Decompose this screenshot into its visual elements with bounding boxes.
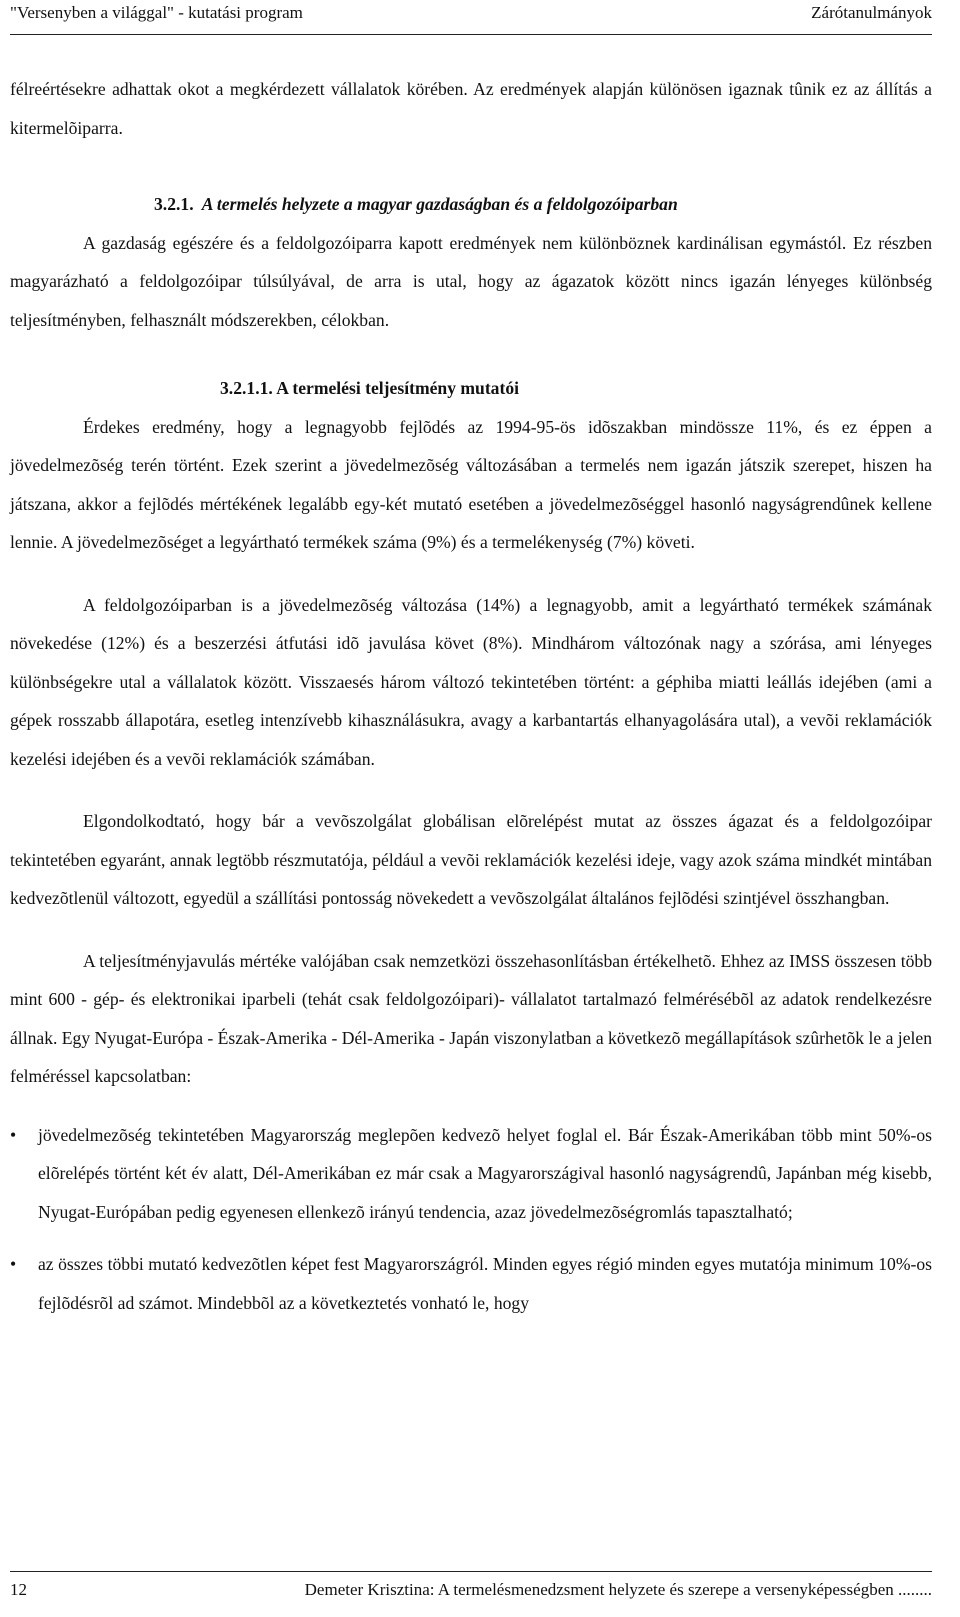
page-footer bbox=[10, 1571, 932, 1612]
section-heading-3-2-1-1 bbox=[10, 369, 932, 408]
findings-list bbox=[10, 1116, 932, 1323]
paragraph-results: Érdekes eredmény, hogy a legnagyobb fejlõdés az 1994-95-ös idõszakban mindössze 11%, és ez éppen a jövedelmezõség terén történt. Ezek szerint a jövedelmezõség változásában a termelés nem igazán játszik szerepet, hiszen ha játszana, akkor a fejlõdés mértékének legalább egy-két mutató esetében a jövedelmezõséggel hasonló nagyságrendûnek kellene lennie. A jövedelmezõséget a legyártható termékek száma (9%) és a termelékenység (7%) követi. bbox=[10, 416, 932, 552]
section-title: A termelés helyzete a magyar gazdaságban és a feldolgozóiparban bbox=[201, 194, 678, 214]
intro-paragraph: félreértésekre adhattak okot a megkérdezett vállalatok körében. Az eredmények alapján különösen igaznak tûnik ez az állítás a kitermelõiparra. bbox=[10, 79, 932, 138]
subsection-title: A termelési teljesítmény mutatói bbox=[276, 378, 520, 398]
list-item bbox=[10, 1245, 932, 1322]
list-item-text: az összes többi mutató kedvezõtlen képet fest Magyarországról. Minden egyes régió minden egyes mutatója minimum 10%-os fejlõdésrõl ad számot. Mindebbõl az a következtetés vonható le, hogy bbox=[38, 1254, 932, 1313]
list-item-text: jövedelmezõség tekintetében Magyarország meglepõen kedvezõ helyet foglal el. Bár Észak-Amerikában több mint 50%-os elõrelépés történt két év alatt, Dél-Amerikában ez már csak a Magyarországival hasonló nagyságrendû, Japánban még kisebb, Nyugat-Európában pedig egyenesen ellenkezõ irányú tendencia, azaz jövedelmezõségromlás tapasztalható; bbox=[38, 1124, 932, 1222]
section-number: 3.2.1. bbox=[154, 194, 194, 214]
section-heading-3-2-1 bbox=[10, 185, 932, 224]
page-body bbox=[10, 70, 932, 1322]
page-number: 12 bbox=[10, 1580, 27, 1599]
paragraph-customer-service: Elgondolkodtató, hogy bár a vevõszolgálat globálisan elõrelépést mutat az összes ágazat és a feldolgozóipar tekintetében egyaránt, annak legtöbb részmutatója, például a vevõi reklamációk kezelési ideje, vagy azok száma mindkét mintában kedvezõtlenül változott, egyedül a szállítási pontosság növekedett a vevõszolgálat általános fejlõdési szintjével összhangban. bbox=[10, 811, 932, 908]
paragraph-overview: A gazdaság egészére és a feldolgozóiparra kapott eredmények nem különböznek kardinálisan egymástól. Ez részben magyarázható a feldolgozóipar túlsúlyával, de arra is utal, hogy az ágazatok között nincs igazán lényeges különbség teljesítményben, felhasznált módszerekben, célokban. bbox=[10, 232, 932, 330]
subsection-number: 3.2.1.1. bbox=[220, 378, 273, 398]
list-item bbox=[10, 1116, 932, 1232]
bullet-icon: • bbox=[10, 1254, 17, 1274]
footer-text: Demeter Krisztina: A termelésmenedzsment helyzete és szerepe a versenyképességben ........ bbox=[304, 1580, 932, 1599]
paragraph-manufacturing: A feldolgozóiparban is a jövedelmezõség változása (14%) a legnagyobb, amit a legyártható termékek számának növekedése (12%) és a beszerzési átfutási idõ javulása követ (8%). Mindhárom változónak nagy a szórása, ami lényeges különbségekre utal a vállalatok között. Visszaesés három változó tekintetében történt: a géphiba miatti leállás idejében (ami a gépek rosszabb állapotára, esetleg intenzívebb kihasználásukra, avagy a karbantartás elhanyagolására utal), a vevõi reklamációk kezelési idejében és a vevõi reklamációk számában. bbox=[10, 594, 932, 769]
bullet-icon: • bbox=[10, 1124, 17, 1145]
header-program-title: "Versenyben a világgal" - kutatási program bbox=[10, 3, 303, 22]
paragraph-international: A teljesítményjavulás mértéke valójában csak nemzetközi összehasonlításban értékelhetõ. Ehhez az IMSS összesen több mint 600 - gép- és elektronikai iparbeli (tehát csak feldolgozóipari)- vállalatot tartalmazó felmérésébõl az adatok rendelkezésre állnak. Egy Nyugat-Európa - Észak-Amerika - Dél-Amerika - Japán viszonylatban a következõ megállapítások szûrhetõk le a jelen felméréssel kapcsolatban: bbox=[10, 950, 932, 1086]
page-header bbox=[10, 0, 932, 35]
header-series-title: Zárótanulmányok bbox=[811, 3, 932, 22]
